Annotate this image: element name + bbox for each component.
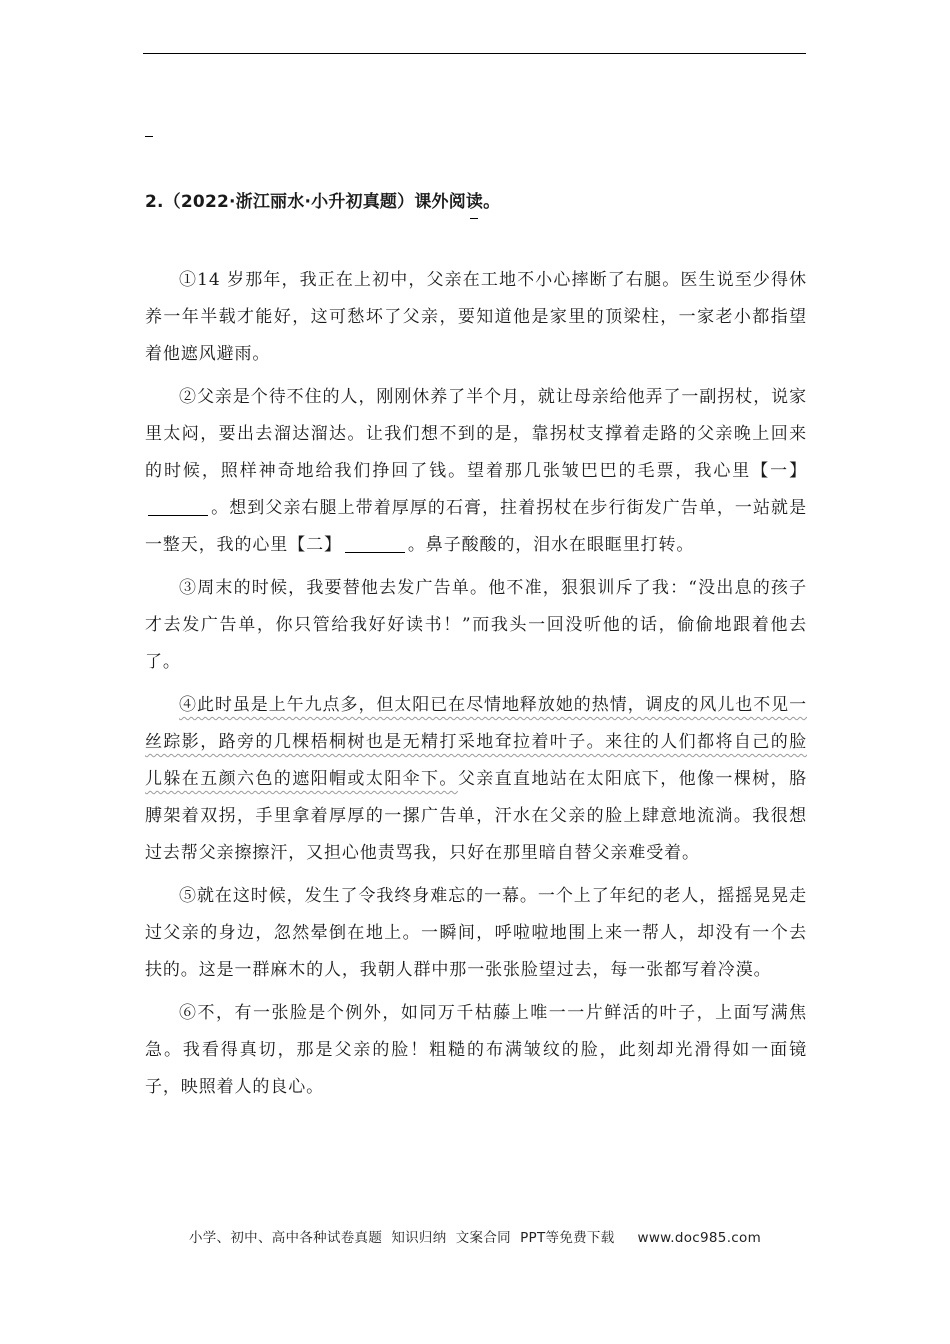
paragraph-6: ⑥不，有一张脸是个例外，如同万千枯藤上唯一一片鲜活的叶子，上面写满焦急。我看得真切，那是父亲的脸！粗糙的布满皱纹的脸，此刻却光滑得如一面镜子，映照着人的良心。: [145, 1003, 807, 1097]
blank-1: [148, 499, 208, 516]
paragraph-1: ①14 岁那年，我正在上初中，父亲在工地不小心摔断了右腿。医生说至少得休养一年半载才能好，这可愁坏了父亲，要知道他是家里的顶梁柱，一家老小都指望着他遮风避雨。: [145, 270, 807, 364]
paragraph-5: ⑤就在这时候，发生了令我终身难忘的一幕。一个上了年纪的老人，摇摇晃晃走过父亲的身边，忽然晕倒在地上。一瞬间，呼啦啦地围上来一帮人，却没有一个去扶的。这是一群麻木的人，我朝人群中那一张张脸望过去，每一张都写着冷漠。: [145, 886, 807, 980]
paragraph-3: ③周末的时候，我要替他去发广告单。他不准，狠狠训斥了我：“没出息的孩子才去发广告单，你只管给我好好读书！”而我头一回没听他的话，偷偷地跟着他去了。: [145, 578, 807, 672]
paragraph-4: ④此时虽是上午九点多，但太阳已在尽情地释放她的热情，调皮的风儿也不见一丝踪影，路旁的几棵梧桐树也是无精打采地耷拉着叶子。来往的人们都将自己的脸儿躲在五颜六色的遮阳帽或太阳伞下。父亲直直地站在太阳底下，他像一棵树，胳膊架着双拐，手里拿着厚厚的一摞广告单，汗水在父亲的脸上肆意地流淌。我很想过去帮父亲擦擦汗，又担心他责骂我，只好在那里暗自替父亲难受着。: [145, 695, 807, 863]
page-footer: [0, 1226, 950, 1246]
header-rule: [143, 53, 806, 54]
small-mark: [145, 136, 153, 137]
footer-url[interactable]: www.doc985.com: [637, 1230, 762, 1246]
question-heading: 2.（2022·浙江丽水·小升初真题）课外阅读。: [145, 192, 501, 212]
blank-2: [345, 536, 405, 553]
footer-text: 小学、初中、高中各种试卷真题 知识归纳 文案合同 PPT等免费下载: [188, 1230, 615, 1246]
small-mark: [470, 218, 478, 219]
paragraph-2: ②父亲是个待不住的人，刚刚休养了半个月，就让母亲给他弄了一副拐杖，说家里太闷，要出去溜达溜达。让我们想不到的是，靠拐杖支撑着走路的父亲晚上回来的时候，照样神奇地给我们挣回了钱。望着那几张皱巴巴的毛票，我心里【一】。想到父亲右腿上带着厚厚的石膏，拄着拐杖在步行街发广告单，一站就是一整天，我的心里【二】 。鼻子酸酸的，泪水在眼眶里打转。: [145, 387, 807, 555]
passage: [145, 262, 807, 1112]
wavy-underlined-text: ④此时虽是上午九点多，但太阳已在尽情地释放她的热情，调皮的风儿也不见一丝踪影，路旁的几棵梧桐树也是无精打采地耷拉着叶子。来往的人们都将自己的脸儿躲在五颜六色的遮阳帽或太阳伞下。: [145, 695, 807, 789]
